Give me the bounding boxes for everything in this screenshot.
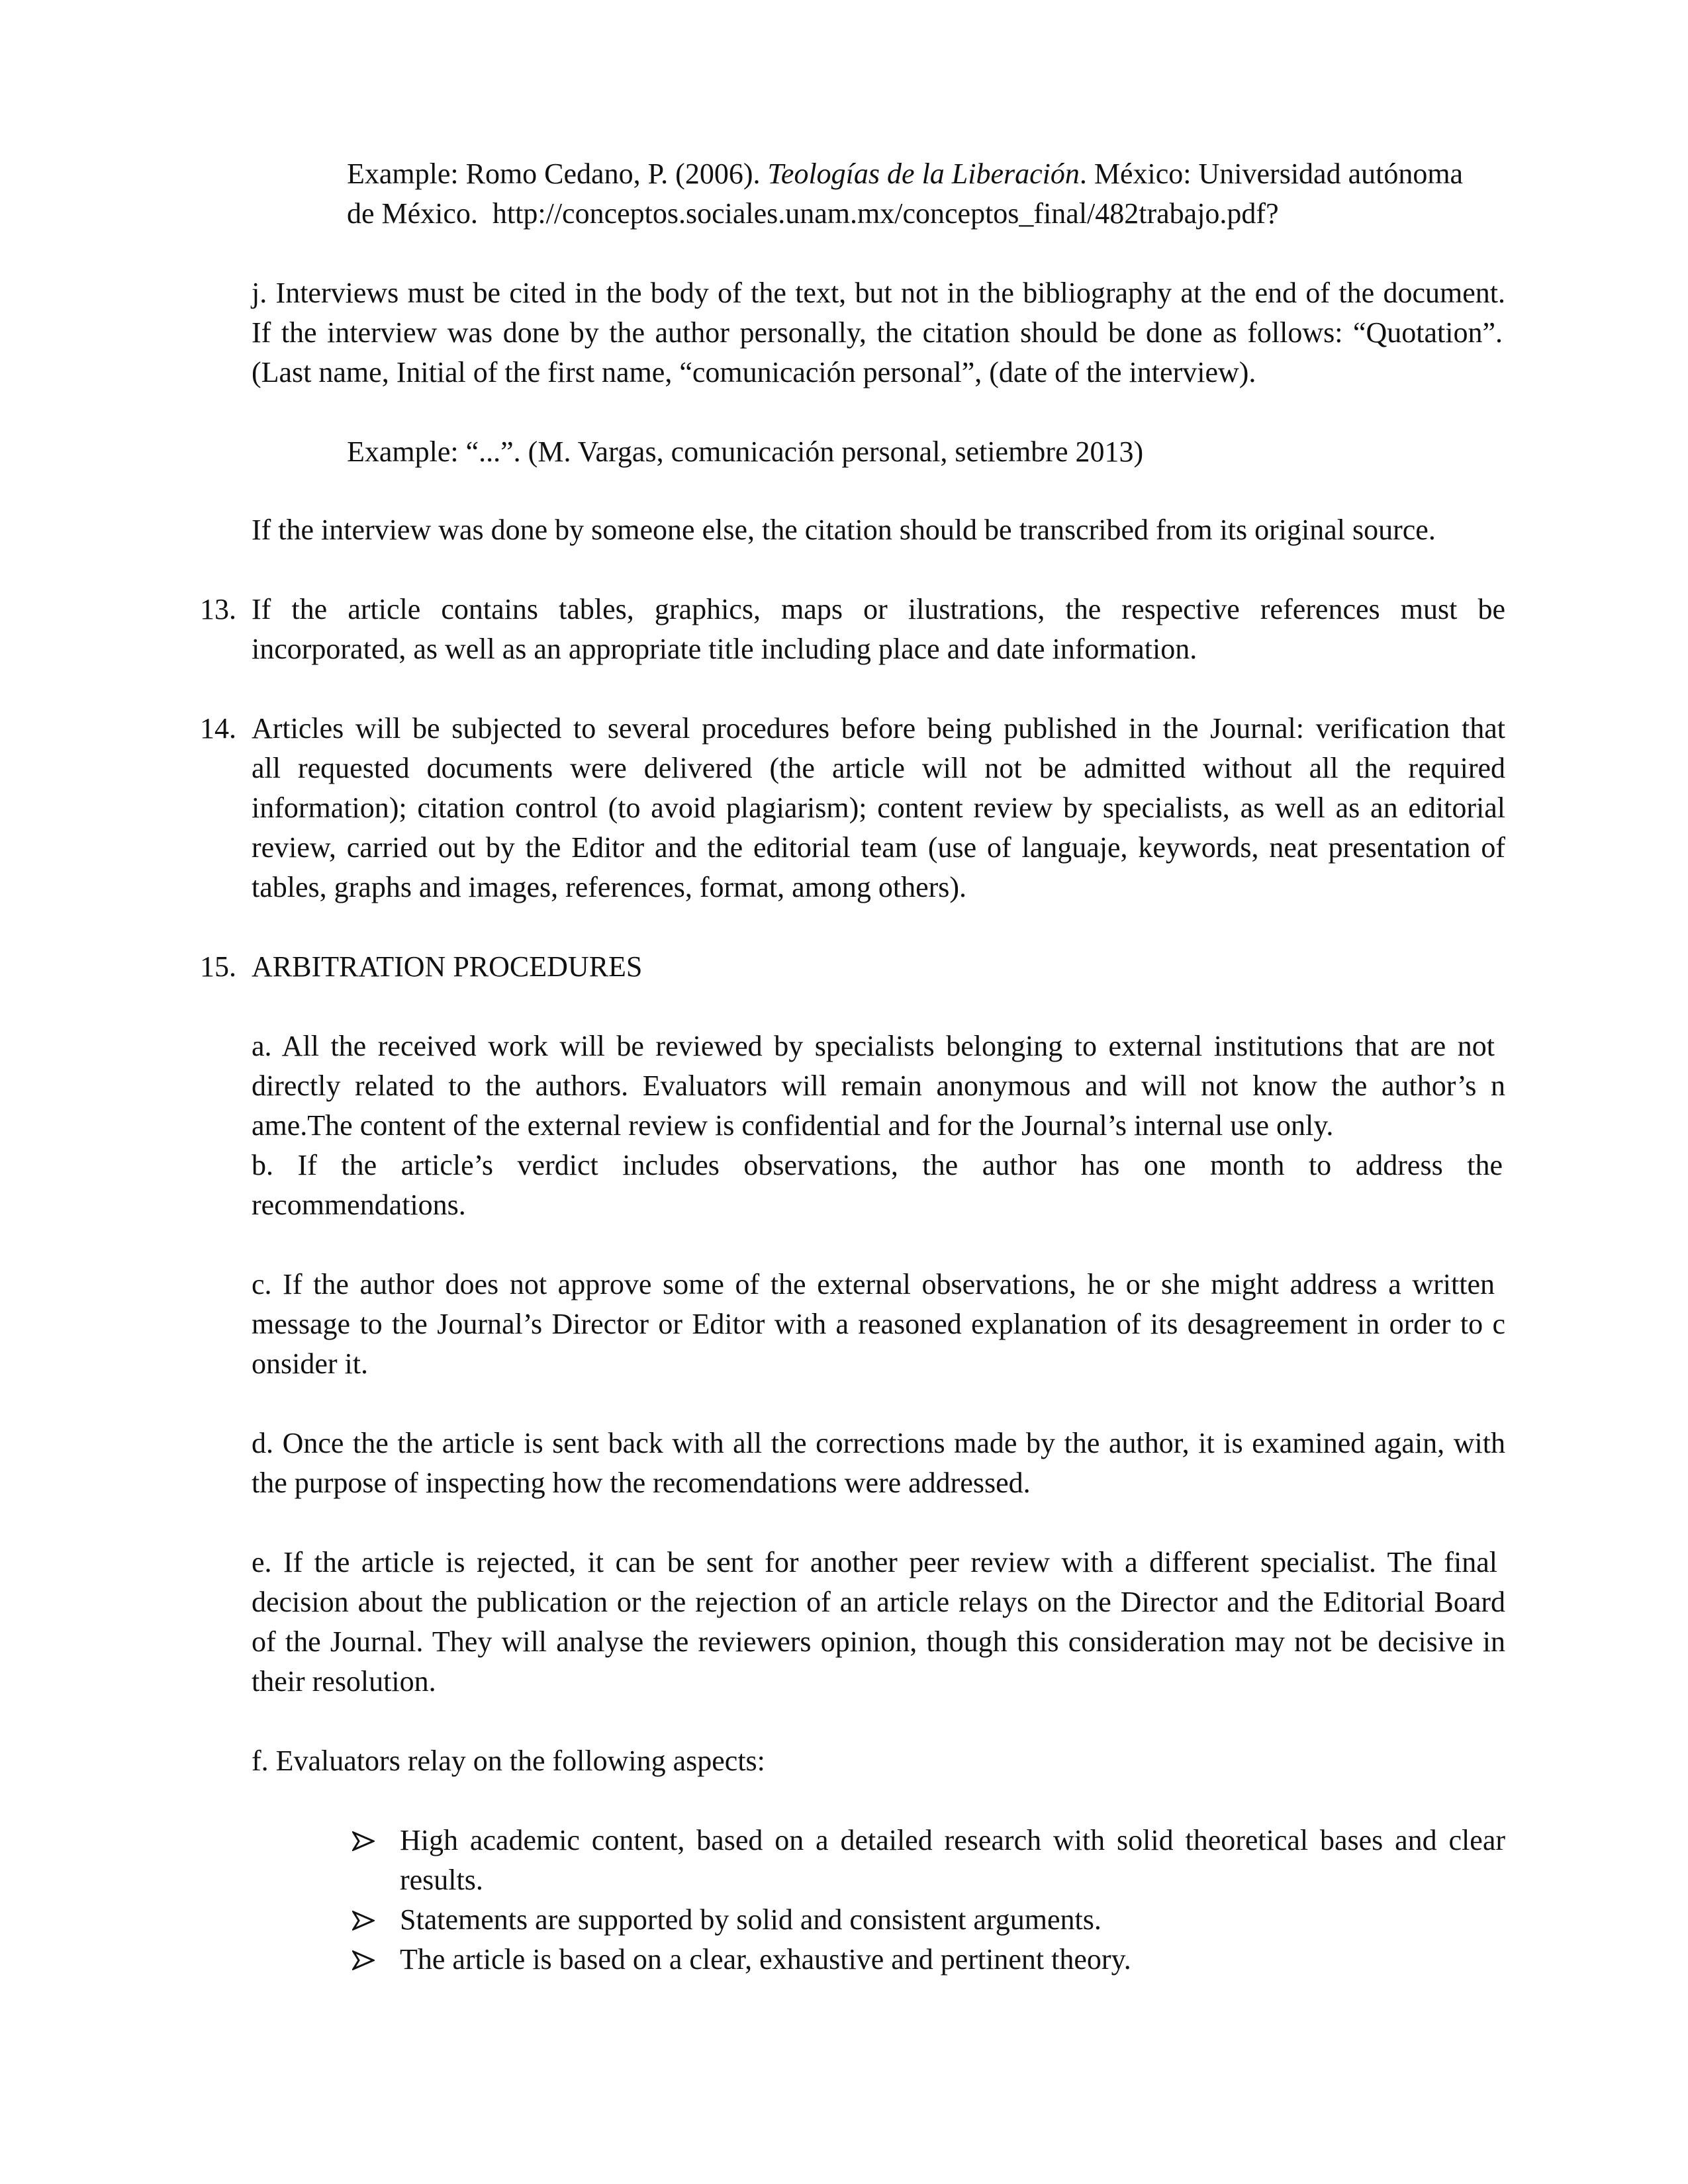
item-13-number: 13. bbox=[200, 593, 236, 625]
item-14-line-1: Articles will be subjected to several procedures before being published in the Journal: verification that bbox=[252, 712, 1505, 745]
item-15c-line-2: message to the Journal’s Director or Editor with a reasoned explanation of its desagreement in order to c bbox=[252, 1308, 1505, 1340]
item-15e-line-1: e. If the article is rejected, it can be sent for another peer review with a different specialist. The final bbox=[252, 1546, 1497, 1578]
item-15e-line-2: decision about the publication or the rejection of an article relays on the Director and the Editorial Board bbox=[252, 1586, 1505, 1618]
item-14-line-5: tables, graphs and images, references, format, among others). bbox=[252, 871, 967, 903]
example-romo-line-1 bbox=[347, 154, 1463, 194]
item-15a-line-2: directly related to the authors. Evaluators will remain anonymous and will not know the author’s n bbox=[252, 1069, 1505, 1102]
item-14-line-4: review, carried out by the Editor and the editorial team (use of languaje, keywords, neat presentation of bbox=[252, 831, 1505, 864]
example-romo-text: Example: Romo Cedano, P. (2006). bbox=[347, 158, 768, 190]
item-15c-line-1: c. If the author does not approve some of the external observations, he or she might address a written bbox=[252, 1268, 1495, 1300]
item-15-heading: ARBITRATION PROCEDURES bbox=[252, 950, 643, 983]
arrow-bullet-icon bbox=[352, 1821, 375, 1860]
item-15a-line-1: a. All the received work will be reviewed by specialists belonging to external institutions that are not bbox=[252, 1030, 1495, 1062]
arrow-bullet-icon bbox=[352, 1940, 375, 1979]
item-14-line-2: all requested documents were delivered (the article will not be admitted without all the required bbox=[252, 752, 1505, 784]
arrow-bullet-icon bbox=[352, 1900, 375, 1940]
item-15b-line-1: b. If the article’s verdict includes observations, the author has one month to address the bbox=[252, 1149, 1503, 1181]
item-j-line-2: If the interview was done by the author personally, the citation should be done as follows: “Quotation”. bbox=[252, 316, 1503, 349]
item-13-line-1: If the article contains tables, graphics, maps or ilustrations, the respective references must be bbox=[252, 593, 1505, 625]
bullet-3-line-1: The article is based on a clear, exhaustive and pertinent theory. bbox=[400, 1943, 1131, 1976]
item-15-number: 15. bbox=[200, 950, 236, 983]
item-j-other: If the interview was done by someone else, the citation should be transcribed from its original source. bbox=[252, 514, 1436, 546]
example-romo-line-2: de México. http://conceptos.sociales.unam.mx/conceptos_final/482trabajo.pdf? bbox=[347, 197, 1279, 230]
item-15b-line-2: recommendations. bbox=[252, 1189, 466, 1221]
item-15f-intro: f. Evaluators relay on the following aspects: bbox=[252, 1745, 765, 1777]
item-j-example: Example: “...”. (M. Vargas, comunicación personal, setiembre 2013) bbox=[347, 435, 1144, 468]
bullet-1-line-1: High academic content, based on a detailed research with solid theoretical bases and clear bbox=[400, 1824, 1505, 1856]
item-15e-line-3: of the Journal. They will analyse the reviewers opinion, though this consideration may not be decisive in bbox=[252, 1625, 1505, 1658]
example-romo-title: Teologías de la Liberación bbox=[767, 158, 1080, 190]
item-15d-line-2: the purpose of inspecting how the recomendations were addressed. bbox=[252, 1467, 1031, 1499]
item-j-line-1: j. Interviews must be cited in the body of the text, but not in the bibliography at the end of the document. bbox=[252, 277, 1505, 309]
item-j-line-3: (Last name, Initial of the first name, “comunicación personal”, (date of the interview). bbox=[252, 356, 1256, 388]
item-15e-line-4: their resolution. bbox=[252, 1665, 436, 1698]
item-14-line-3: information); citation control (to avoid plagiarism); content review by specialists, as well as an editorial bbox=[252, 792, 1505, 824]
item-15d-line-1: d. Once the the article is sent back with all the corrections made by the author, it is examined again, with bbox=[252, 1427, 1505, 1459]
item-13-line-2: incorporated, as well as an appropriate title including place and date information. bbox=[252, 633, 1197, 665]
bullet-2-line-1: Statements are supported by solid and consistent arguments. bbox=[400, 1903, 1102, 1936]
item-14-number: 14. bbox=[200, 712, 236, 745]
item-15a-line-3: ame.The content of the external review is confidential and for the Journal’s internal use only. bbox=[252, 1109, 1334, 1142]
bullet-1-line-2: results. bbox=[400, 1864, 483, 1896]
example-romo-text-post: . México: Universidad autónoma bbox=[1079, 158, 1464, 190]
item-15c-line-3: onsider it. bbox=[252, 1347, 368, 1380]
